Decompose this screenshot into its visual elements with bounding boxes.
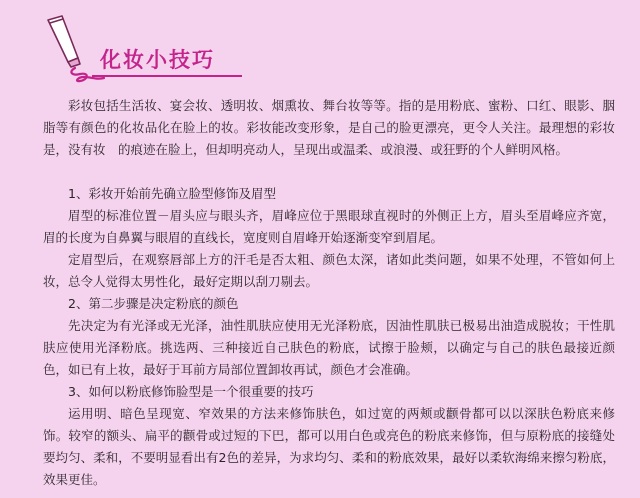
section-paragraph: 先决定为有光泽或无光泽，油性肌肤应使用无光泽粉底，因油性肌肤已极易出油造成脱妆；干性肌肤应使用光泽粉底。挑选两、三种接近自己肤色的粉底，试擦于脸颊，以确定与自己的肤色最接近颜色，如已有上妆，最好于耳前方局部位置卸妆再试，颜色才会准确。 xyxy=(43,318,615,377)
article-body xyxy=(43,95,615,491)
intro-paragraph: 彩妆包括生活妆、宴会妆、透明妆、烟熏妆、舞台妆等等。指的是用粉底、蜜粉、口红、眼影、胭脂等有颜色的化妆品化在脸上的妆。彩妆能改变形象，是自己的脸更漂亮，更令人关注。最理想的彩妆是，没有妆 的痕迹在脸上，但却明亮动人，呈现出或温柔、或浪漫、或狂野的个人鲜明风格。 xyxy=(43,98,615,157)
page-title: 化妆小技巧 xyxy=(100,48,215,72)
section-heading-3: 3、如何以粉底修饰脸型是一个很重要的技巧 xyxy=(68,384,314,399)
section-heading-1: 1、彩妆开始前先确立脸型修饰及眉型 xyxy=(68,186,276,201)
page-header xyxy=(0,0,640,90)
section-heading-2: 2、第二步骤是决定粉底的颜色 xyxy=(68,296,239,311)
section-paragraph: 眉型的标准位置－眉头应与眼头齐，眉峰应位于黑眼球直视时的外侧正上方，眉头至眉峰应齐宽，眉的长度为自鼻翼与眼眉的直线长，宽度则自眉峰开始逐渐变窄到眉尾。 xyxy=(43,208,615,245)
section-paragraph: 运用明、暗色呈现宽、窄效果的方法来修饰肤色，如过宽的两颊或颧骨都可以以深肤色粉底来修饰。较窄的额头、扁平的颧骨或过短的下巴，都可以用白色或亮色的粉底来修饰，但与原粉底的接缝处要均匀、柔和，不要明显看出有2色的差异，为求均匀、柔和的粉底效果，最好以柔软海绵来擦匀粉底，效果更佳。 xyxy=(43,406,615,487)
title-underline xyxy=(92,75,242,77)
lipstick-tube-icon xyxy=(38,14,106,84)
section-paragraph: 定眉型后，在观察唇部上方的汗毛是否太粗、颜色太深，诸如此类问题，如果不处理，不管如何上妆，总令人觉得太男性化，最好定期以刮刀剔去。 xyxy=(43,252,615,289)
